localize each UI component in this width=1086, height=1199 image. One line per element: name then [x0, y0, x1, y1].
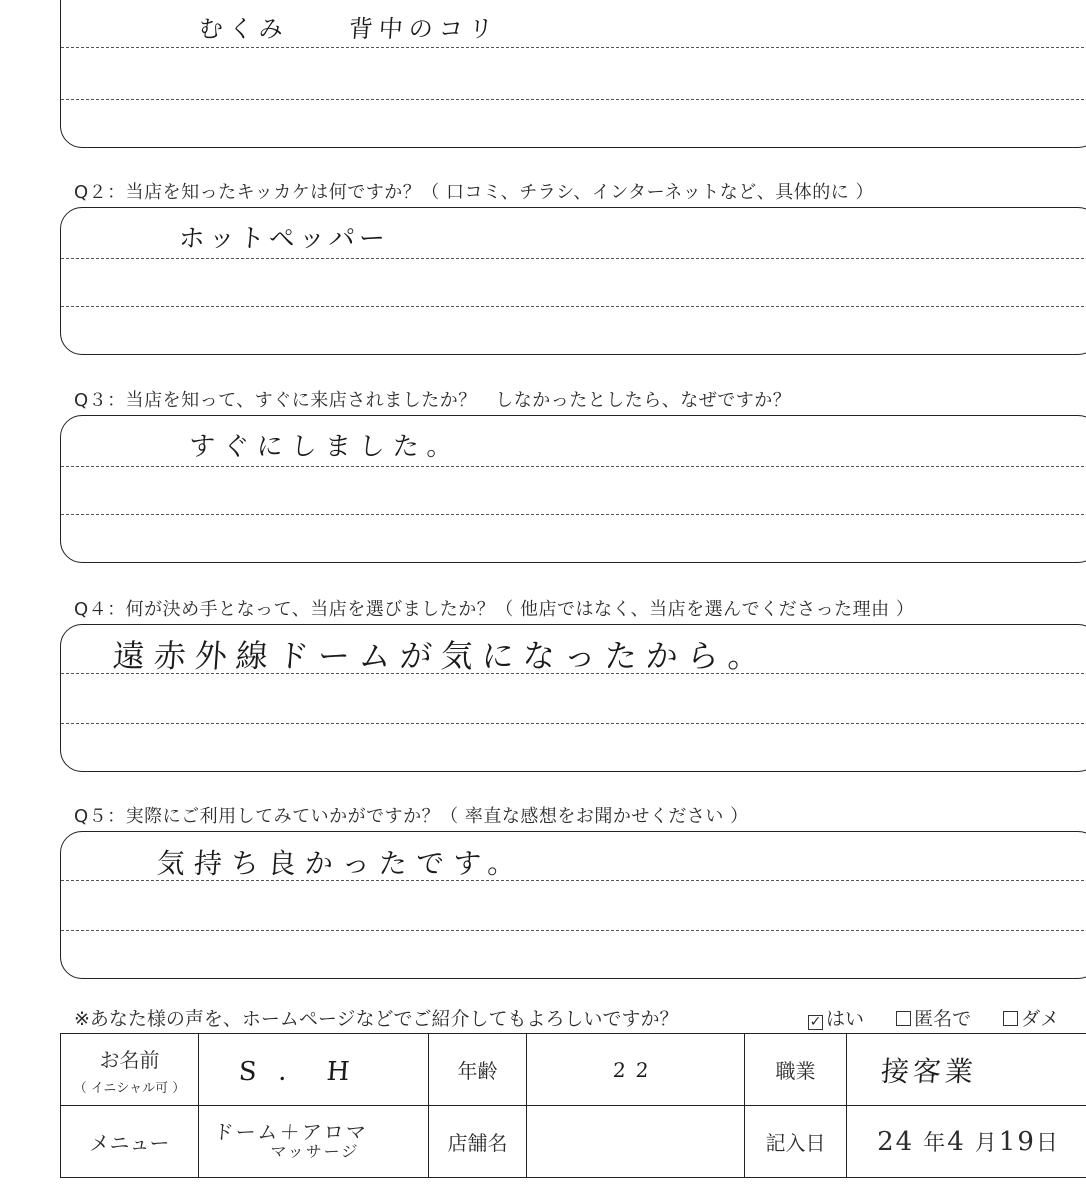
q5-answer-box	[60, 831, 1086, 979]
job-label: 職業	[745, 1034, 847, 1106]
q3-question: Q３：当店を知って、すぐに来店されましたか？ しなかったとしたら、なぜですか？	[74, 390, 792, 411]
checkbox-icon[interactable]	[1003, 1011, 1018, 1026]
ruled-line	[61, 723, 1086, 724]
q2-answer: ホットペッパー	[177, 224, 390, 254]
name-label: お名前	[99, 1047, 160, 1072]
menu-label: メニュー	[61, 1106, 199, 1178]
ruled-line	[61, 306, 1086, 307]
name-value: S．H	[237, 1057, 373, 1087]
q1-answer-box	[60, 0, 1086, 148]
q2-question: Q２：当店を知ったキッカケは何ですか？（ 口コミ、チラシ、インターネットなど、具体的に ）	[74, 182, 874, 203]
ruled-line	[61, 47, 1086, 48]
consent-option-anonymous[interactable]: 匿名で	[896, 1004, 971, 1031]
shop-value-cell[interactable]	[527, 1106, 745, 1178]
date-value-cell[interactable]	[847, 1106, 1086, 1178]
age-value: 22	[611, 1057, 660, 1082]
q1-answer: むくみ 背中のコリ	[197, 15, 500, 43]
consent-options	[808, 1004, 1059, 1031]
job-value-cell[interactable]	[847, 1034, 1086, 1106]
menu-value-cell[interactable]	[199, 1106, 429, 1178]
ruled-line	[61, 514, 1086, 515]
consent-option-no[interactable]: ダメ	[1003, 1004, 1059, 1031]
q4-answer: 遠赤外線ドームが気になったから。	[111, 637, 771, 675]
job-value: 接客業	[879, 1054, 979, 1088]
name-sub-label: （ イニシャル可 ）	[73, 1080, 186, 1096]
name-label-cell	[61, 1034, 199, 1106]
consent-question: ※あなた様の声を、ホームページなどでご紹介してもよろしいですか？	[74, 1008, 679, 1030]
customer-info-table	[60, 1033, 1086, 1178]
checkbox-icon[interactable]	[896, 1011, 911, 1026]
shop-label: 店舗名	[429, 1106, 527, 1178]
ruled-line	[61, 99, 1086, 100]
age-value-cell[interactable]	[527, 1034, 745, 1106]
q4-answer-box	[60, 624, 1086, 772]
q4-question: Q４：何が決め手となって、当店を選びましたか？（ 他店ではなく、当店を選んでくださった理由 ）	[74, 599, 915, 620]
ruled-line	[61, 466, 1086, 467]
q3-answer: すぐにしました。	[187, 432, 462, 462]
date-label: 記入日	[745, 1106, 847, 1178]
checkbox-checked-icon[interactable]: ✓	[809, 1014, 822, 1030]
ruled-line	[61, 258, 1086, 259]
date-value: 24 年4 月19日	[877, 1127, 1060, 1157]
menu-value: ドーム＋アロマ マッサージ	[212, 1120, 369, 1161]
age-label: 年齢	[429, 1034, 527, 1106]
name-value-cell[interactable]	[199, 1034, 429, 1106]
q2-answer-box	[60, 207, 1086, 355]
ruled-line	[61, 930, 1086, 931]
q5-question: Q５：実際にご利用してみていかがですか？（ 率直な感想をお聞かせください ）	[74, 806, 749, 827]
consent-option-yes[interactable]: ✓ はい	[809, 1008, 865, 1030]
q3-answer-box	[60, 415, 1086, 563]
q5-answer: 気持ち良かったです。	[155, 847, 526, 880]
